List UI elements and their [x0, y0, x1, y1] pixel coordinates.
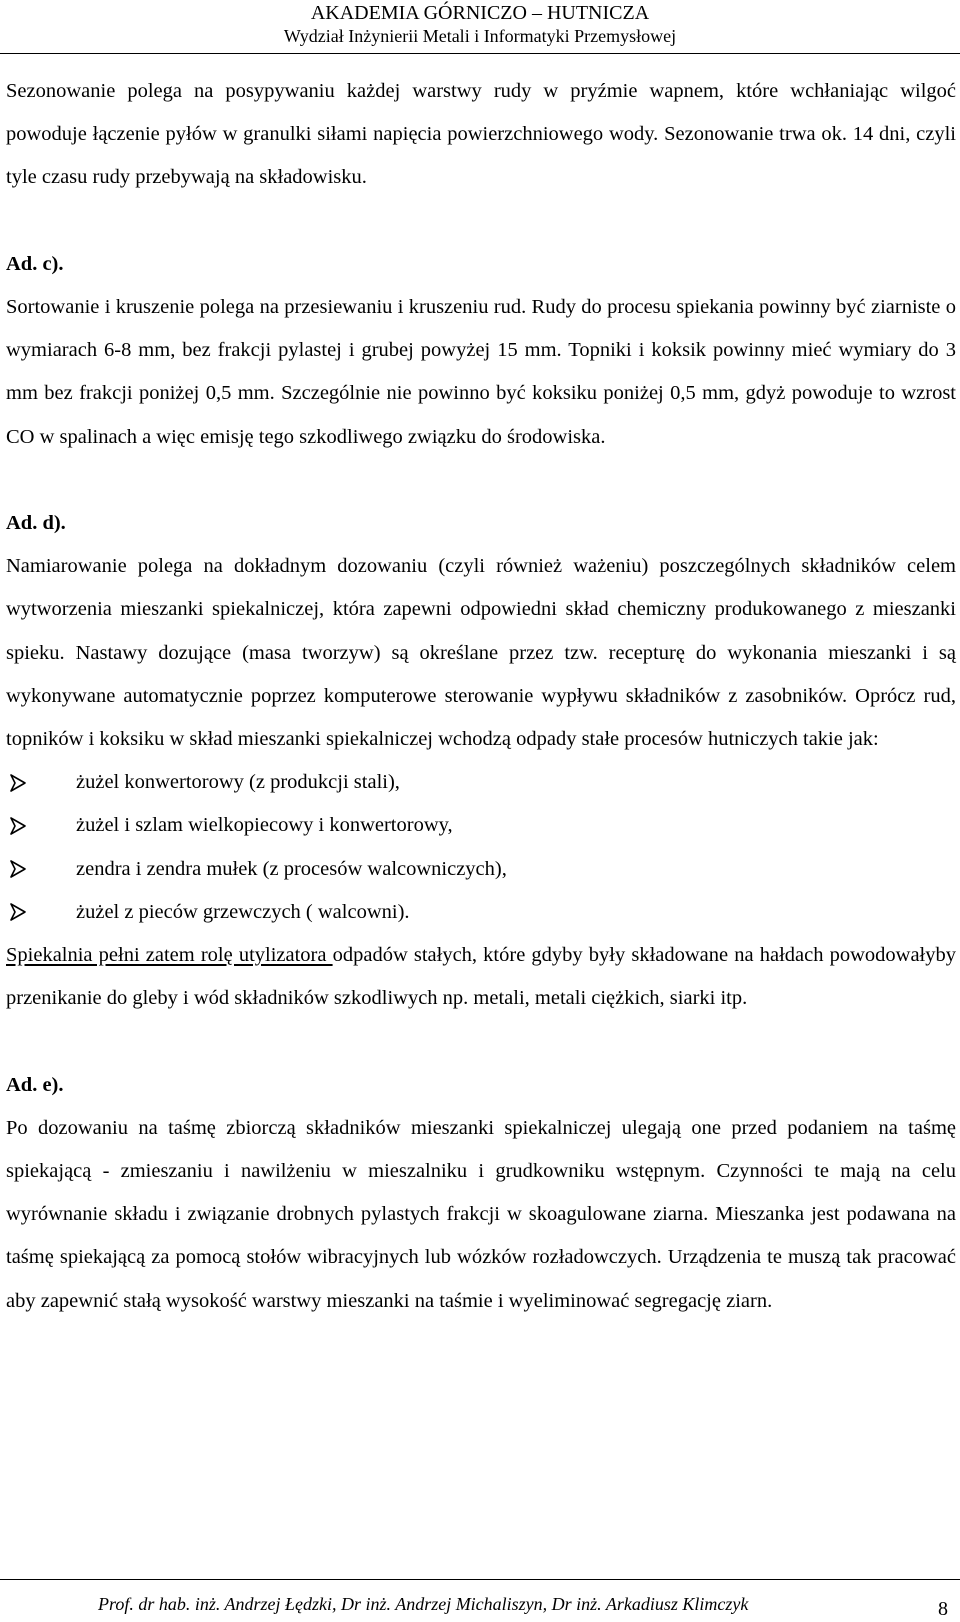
- paragraph-sortowanie: Sortowanie i kruszenie polega na przesiewaniu i kruszeniu rud. Rudy do procesu spiekania powinny być ziarniste o wymiarach 6-8 mm, bez frakcji pylastej i grubej powyżej 15 mm. Topniki i koksik powinny mieć wymiary do 3 mm bez frakcji poniżej 0,5 mm. Szczególnie nie powinno być koksiku poniżej 0,5 mm, gdyż powoduje to wzrost CO w spalinach a więc emisję tego szkodliwego związku do środowiska.: [6, 296, 956, 448]
- arrowhead-bullet-icon: [10, 903, 26, 921]
- list-item: [10, 848, 956, 891]
- list-item: [10, 891, 956, 934]
- footer-authors: Prof. dr hab. inż. Andrzej Łędzki, Dr inż. Andrzej Michaliszyn, Dr inż. Arkadiusz Klimczyk: [98, 1594, 749, 1614]
- header-divider: [0, 53, 960, 54]
- list-item-text: zendra i zendra mułek (z procesów walcowniczych),: [76, 857, 507, 880]
- arrowhead-bullet-icon: [10, 860, 26, 878]
- paragraph-sezonowanie: Sezonowanie polega na posypywaniu każdej warstwy rudy w pryźmie wapnem, które wchłaniając wilgoć powoduje łączenie pyłów w granulki siłami napięcia powierzchniowego wody. Sezonowanie trwa ok. 14 dni, czyli tyle czasu rudy przebywają na składowisku.: [6, 80, 956, 189]
- list-item: [10, 804, 956, 847]
- list-item: [10, 761, 956, 804]
- heading-ad-c: Ad. c).: [6, 252, 64, 275]
- heading-ad-d: Ad. d).: [6, 512, 66, 534]
- paragraph-dozowanie: Po dozowaniu na taśmę zbiorczą składników mieszanki spiekalniczej ulegają one przed podaniem na taśmę spiekającą - zmieszaniu i nawilżeniu w mieszalniku i grudkowniku wstępnym. Czynności te mają na celu wyrównanie składu i związanie drobnych pylastych frakcji w skoagulowane ziarna. Mieszanka jest podawana na taśmę spiekającą za pomocą stołów wibracyjnych lub wózków rozładowczych. Urządzenia te muszą tak pracować aby zapewnić stałą wysokość warstwy mieszanki na taśmie i wyeliminować segregację ziarn.: [6, 1116, 956, 1312]
- list-item-text: żużel konwertorowy (z produkcji stali),: [76, 771, 400, 794]
- paragraph-spiekalnia-rest: odpadów stałych, które gdyby były składowane na hałdach powodowałyby przenikanie do gleby i wód składników szkodliwych np. metali, metali ciężkich, siarki itp.: [6, 943, 956, 1010]
- paragraph-spiekalnia: [6, 934, 956, 1020]
- page-number: 8: [938, 1598, 948, 1620]
- heading-ad-e: Ad. e).: [6, 1073, 64, 1096]
- document-body: [6, 70, 956, 1323]
- arrowhead-bullet-icon: [10, 774, 26, 792]
- list-item-text: żużel z pieców grzewczych ( walcowni).: [76, 900, 410, 923]
- header-university: AKADEMIA GÓRNICZO – HUTNICZA: [310, 2, 650, 24]
- underlined-phrase: Spiekalnia pełni zatem rolę utylizatora: [6, 943, 333, 966]
- page-header: [270, 2, 690, 48]
- waste-list: [6, 761, 956, 934]
- arrowhead-bullet-icon: [10, 817, 26, 835]
- list-item-text: żużel i szlam wielkopiecowy i konwertorowy,: [76, 814, 453, 837]
- header-faculty: Wydział Inżynierii Metali i Informatyki Przemysłowej: [283, 26, 677, 46]
- footer-divider: [0, 1579, 960, 1580]
- paragraph-namiarowanie: Namiarowanie polega na dokładnym dozowaniu (czyli również ważeniu) poszczególnych składników celem wytworzenia mieszanki spiekalniczej, która zapewni odpowiedni skład chemiczny produkowanego z mieszanki spieku. Nastawy dozujące (masa tworzyw) są określane przez tzw. recepturę do wykonania mieszanki i są wykonywane automatycznie poprzez komputerowe sterowanie wypływu składników z zasobników. Oprócz rud, topników i koksiku w skład mieszanki spiekalniczej wchodzą odpady stałe procesów hutniczych takie jak:: [6, 555, 956, 751]
